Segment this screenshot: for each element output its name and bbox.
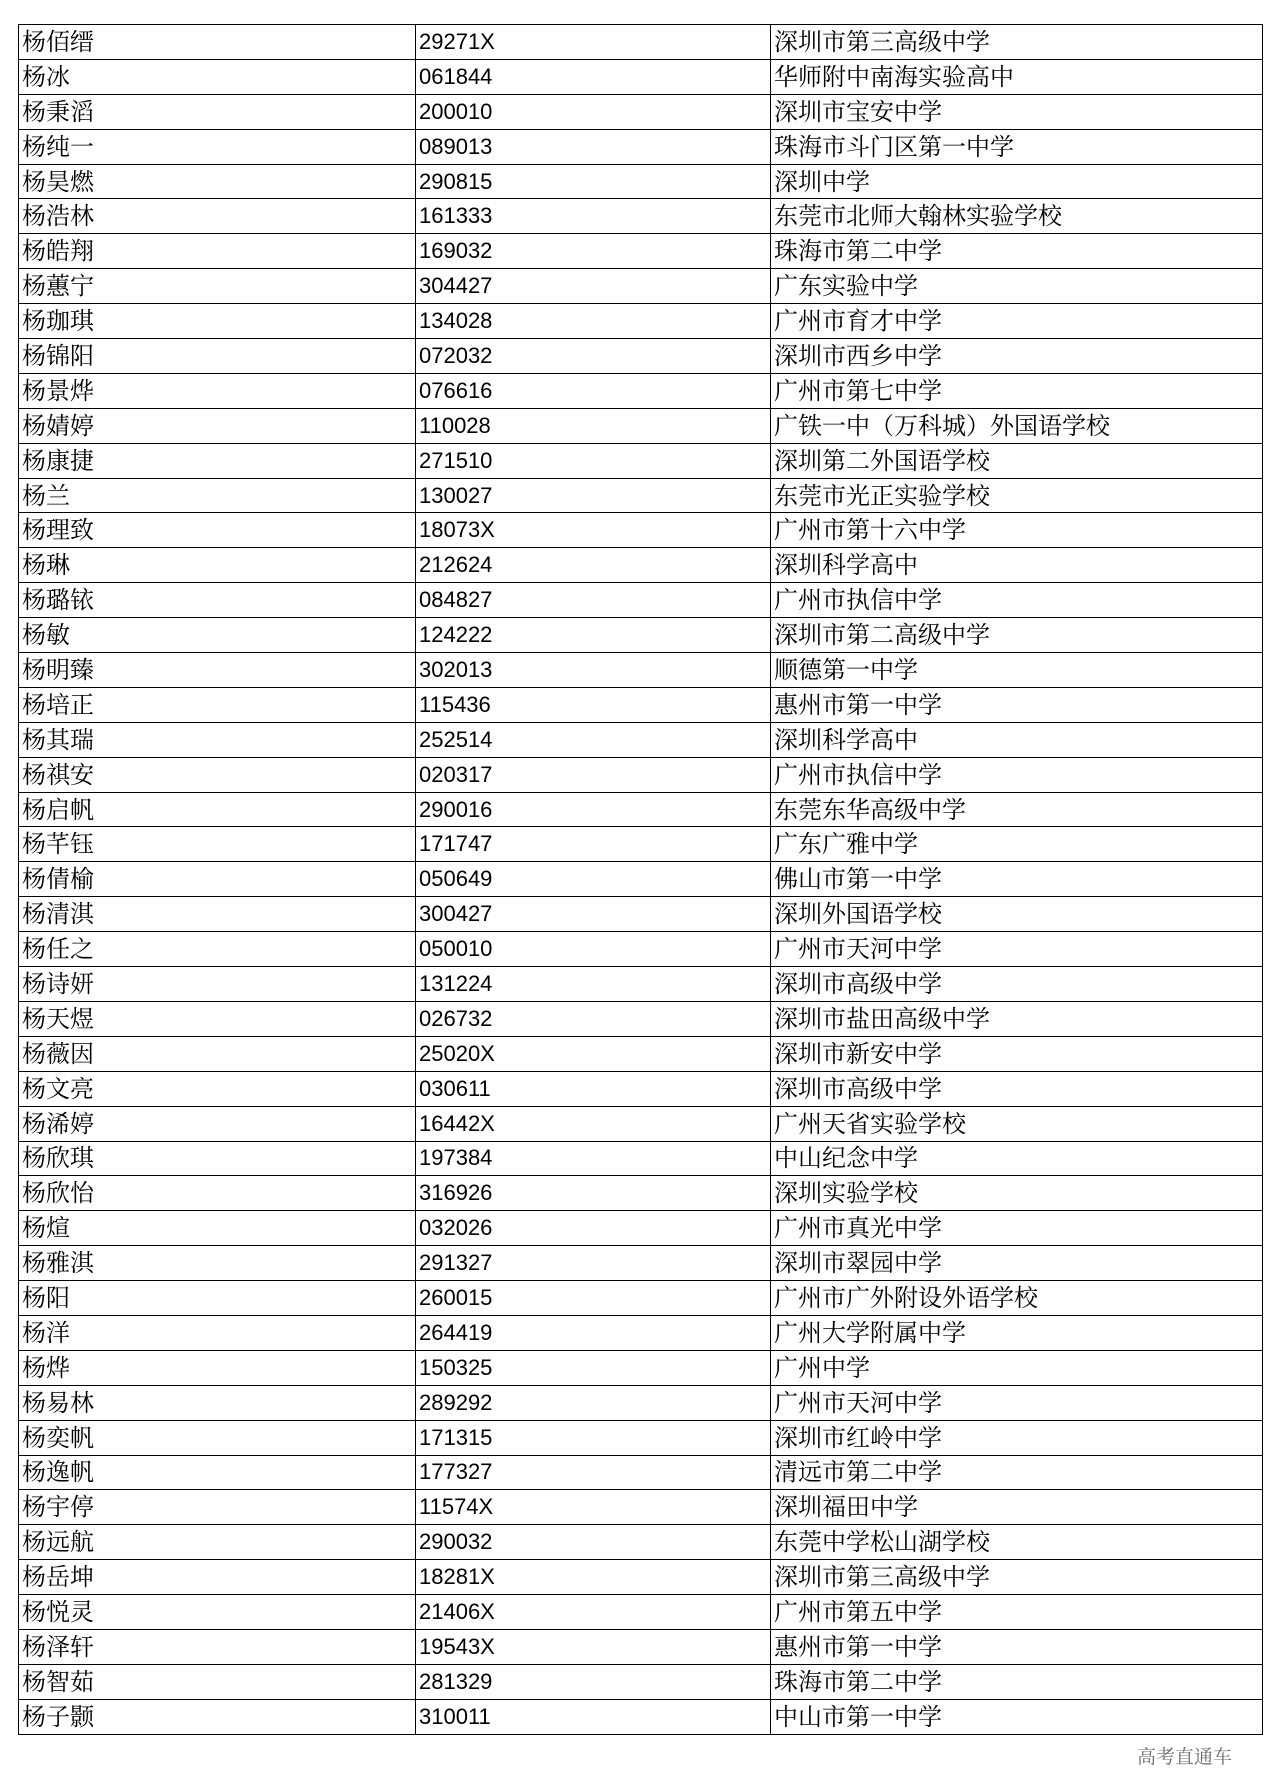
table-row (19, 59, 1263, 94)
table-row (19, 339, 1263, 374)
table-row (19, 164, 1263, 199)
id-cell: 289292 (416, 1385, 771, 1420)
table-row (19, 25, 1263, 60)
name-cell: 杨启帆 (19, 792, 416, 827)
name-cell: 杨其瑞 (19, 722, 416, 757)
school-cell: 深圳科学高中 (771, 722, 1263, 757)
name-cell: 杨任之 (19, 932, 416, 967)
school-cell: 广州市真光中学 (771, 1211, 1263, 1246)
id-cell: 030611 (416, 1071, 771, 1106)
name-cell: 杨清淇 (19, 897, 416, 932)
school-cell: 广州天省实验学校 (771, 1106, 1263, 1141)
table-row (19, 583, 1263, 618)
name-cell: 杨天煜 (19, 1001, 416, 1036)
id-cell: 115436 (416, 687, 771, 722)
table-row (19, 1001, 1263, 1036)
name-cell: 杨诗妍 (19, 967, 416, 1002)
table-row (19, 1141, 1263, 1176)
id-cell: 300427 (416, 897, 771, 932)
table-row (19, 827, 1263, 862)
name-cell: 杨雅淇 (19, 1246, 416, 1281)
school-cell: 深圳市新安中学 (771, 1036, 1263, 1071)
school-cell: 清远市第二中学 (771, 1455, 1263, 1490)
id-cell: 11574X (416, 1490, 771, 1525)
school-cell: 惠州市第一中学 (771, 1629, 1263, 1664)
school-cell: 广州市广外附设外语学校 (771, 1281, 1263, 1316)
name-cell: 杨佰缙 (19, 25, 416, 60)
table-row (19, 1525, 1263, 1560)
id-cell: 171315 (416, 1420, 771, 1455)
school-cell: 珠海市第二中学 (771, 1664, 1263, 1699)
school-cell: 广州市第五中学 (771, 1595, 1263, 1630)
table-row (19, 1211, 1263, 1246)
school-cell: 东莞市光正实验学校 (771, 478, 1263, 513)
table-row (19, 862, 1263, 897)
school-cell: 深圳福田中学 (771, 1490, 1263, 1525)
table-row (19, 967, 1263, 1002)
table-row (19, 653, 1263, 688)
school-cell: 佛山市第一中学 (771, 862, 1263, 897)
table-row (19, 443, 1263, 478)
table-row (19, 1385, 1263, 1420)
id-cell: 260015 (416, 1281, 771, 1316)
id-cell: 110028 (416, 408, 771, 443)
id-cell: 302013 (416, 653, 771, 688)
id-cell: 072032 (416, 339, 771, 374)
name-cell: 杨逸帆 (19, 1455, 416, 1490)
id-cell: 050649 (416, 862, 771, 897)
name-cell: 杨兰 (19, 478, 416, 513)
school-cell: 广州市执信中学 (771, 583, 1263, 618)
school-cell: 深圳市翠园中学 (771, 1246, 1263, 1281)
table-row (19, 513, 1263, 548)
table-row (19, 269, 1263, 304)
id-cell: 084827 (416, 583, 771, 618)
school-cell: 深圳市第二高级中学 (771, 618, 1263, 653)
id-cell: 290815 (416, 164, 771, 199)
school-cell: 惠州市第一中学 (771, 687, 1263, 722)
name-cell: 杨倩榆 (19, 862, 416, 897)
school-cell: 顺德第一中学 (771, 653, 1263, 688)
id-cell: 169032 (416, 234, 771, 269)
school-cell: 广州市天河中学 (771, 932, 1263, 967)
name-cell: 杨珈琪 (19, 304, 416, 339)
name-cell: 杨欣怡 (19, 1176, 416, 1211)
id-cell: 061844 (416, 59, 771, 94)
table-row (19, 1281, 1263, 1316)
id-cell: 171747 (416, 827, 771, 862)
table-row (19, 129, 1263, 164)
table-row (19, 1036, 1263, 1071)
id-cell: 264419 (416, 1315, 771, 1350)
name-cell: 杨宇停 (19, 1490, 416, 1525)
name-cell: 杨阳 (19, 1281, 416, 1316)
school-cell: 东莞市北师大翰林实验学校 (771, 199, 1263, 234)
name-cell: 杨景烨 (19, 373, 416, 408)
id-cell: 252514 (416, 722, 771, 757)
id-cell: 18281X (416, 1560, 771, 1595)
table-row (19, 1071, 1263, 1106)
id-cell: 18073X (416, 513, 771, 548)
table-row (19, 722, 1263, 757)
table-row (19, 478, 1263, 513)
name-cell: 杨浩林 (19, 199, 416, 234)
school-cell: 深圳市高级中学 (771, 967, 1263, 1002)
id-cell: 134028 (416, 304, 771, 339)
school-cell: 深圳外国语学校 (771, 897, 1263, 932)
school-cell: 广州中学 (771, 1350, 1263, 1385)
watermark: 高考直通车 (1136, 1746, 1232, 1768)
name-cell: 杨琳 (19, 548, 416, 583)
name-cell: 杨易林 (19, 1385, 416, 1420)
school-cell: 广东实验中学 (771, 269, 1263, 304)
name-cell: 杨洋 (19, 1315, 416, 1350)
name-cell: 杨康捷 (19, 443, 416, 478)
table-row (19, 932, 1263, 967)
table-row (19, 1699, 1263, 1734)
table-row (19, 618, 1263, 653)
table-row (19, 1315, 1263, 1350)
school-cell: 广州市执信中学 (771, 757, 1263, 792)
table-row (19, 792, 1263, 827)
school-cell: 深圳中学 (771, 164, 1263, 199)
school-cell: 广州市第七中学 (771, 373, 1263, 408)
table-row (19, 687, 1263, 722)
name-cell: 杨昊燃 (19, 164, 416, 199)
name-cell: 杨文亮 (19, 1071, 416, 1106)
table-row (19, 304, 1263, 339)
table-row (19, 1106, 1263, 1141)
table-row (19, 1350, 1263, 1385)
id-cell: 050010 (416, 932, 771, 967)
id-cell: 197384 (416, 1141, 771, 1176)
id-cell: 089013 (416, 129, 771, 164)
table-row (19, 1560, 1263, 1595)
school-cell: 广州市育才中学 (771, 304, 1263, 339)
school-cell: 深圳市宝安中学 (771, 94, 1263, 129)
name-cell: 杨锦阳 (19, 339, 416, 374)
school-cell: 深圳科学高中 (771, 548, 1263, 583)
id-cell: 25020X (416, 1036, 771, 1071)
id-cell: 161333 (416, 199, 771, 234)
id-cell: 026732 (416, 1001, 771, 1036)
school-cell: 珠海市斗门区第一中学 (771, 129, 1263, 164)
school-cell: 广铁一中（万科城）外国语学校 (771, 408, 1263, 443)
table-row (19, 757, 1263, 792)
table-row (19, 1420, 1263, 1455)
name-cell: 杨煊 (19, 1211, 416, 1246)
table-row (19, 1595, 1263, 1630)
table-row (19, 1176, 1263, 1211)
school-cell: 广州市第十六中学 (771, 513, 1263, 548)
roster-table (18, 24, 1263, 1735)
school-cell: 深圳市第三高级中学 (771, 25, 1263, 60)
id-cell: 304427 (416, 269, 771, 304)
school-cell: 广州大学附属中学 (771, 1315, 1263, 1350)
id-cell: 21406X (416, 1595, 771, 1630)
id-cell: 032026 (416, 1211, 771, 1246)
school-cell: 深圳市红岭中学 (771, 1420, 1263, 1455)
school-cell: 深圳市第三高级中学 (771, 1560, 1263, 1595)
name-cell: 杨欣琪 (19, 1141, 416, 1176)
id-cell: 131224 (416, 967, 771, 1002)
table-row (19, 199, 1263, 234)
school-cell: 中山纪念中学 (771, 1141, 1263, 1176)
name-cell: 杨薇因 (19, 1036, 416, 1071)
table-row (19, 897, 1263, 932)
id-cell: 290016 (416, 792, 771, 827)
school-cell: 深圳市西乡中学 (771, 339, 1263, 374)
name-cell: 杨蕙宁 (19, 269, 416, 304)
name-cell: 杨秉滔 (19, 94, 416, 129)
name-cell: 杨敏 (19, 618, 416, 653)
id-cell: 281329 (416, 1664, 771, 1699)
school-cell: 珠海市第二中学 (771, 234, 1263, 269)
id-cell: 177327 (416, 1455, 771, 1490)
id-cell: 271510 (416, 443, 771, 478)
school-cell: 广州市天河中学 (771, 1385, 1263, 1420)
school-cell: 深圳第二外国语学校 (771, 443, 1263, 478)
table-row (19, 1664, 1263, 1699)
id-cell: 310011 (416, 1699, 771, 1734)
id-cell: 150325 (416, 1350, 771, 1385)
id-cell: 076616 (416, 373, 771, 408)
name-cell: 杨远航 (19, 1525, 416, 1560)
id-cell: 16442X (416, 1106, 771, 1141)
school-cell: 广东广雅中学 (771, 827, 1263, 862)
school-cell: 华师附中南海实验高中 (771, 59, 1263, 94)
name-cell: 杨子颢 (19, 1699, 416, 1734)
school-cell: 深圳市盐田高级中学 (771, 1001, 1263, 1036)
name-cell: 杨悦灵 (19, 1595, 416, 1630)
name-cell: 杨培正 (19, 687, 416, 722)
roster-body (19, 25, 1263, 1735)
table-row (19, 548, 1263, 583)
school-cell: 深圳市高级中学 (771, 1071, 1263, 1106)
table-row (19, 1629, 1263, 1664)
school-cell: 东莞中学松山湖学校 (771, 1525, 1263, 1560)
name-cell: 杨婧婷 (19, 408, 416, 443)
name-cell: 杨芊钰 (19, 827, 416, 862)
table-row (19, 94, 1263, 129)
id-cell: 316926 (416, 1176, 771, 1211)
name-cell: 杨皓翔 (19, 234, 416, 269)
school-cell: 中山市第一中学 (771, 1699, 1263, 1734)
name-cell: 杨智茹 (19, 1664, 416, 1699)
id-cell: 291327 (416, 1246, 771, 1281)
id-cell: 212624 (416, 548, 771, 583)
id-cell: 200010 (416, 94, 771, 129)
school-cell: 东莞东华高级中学 (771, 792, 1263, 827)
id-cell: 130027 (416, 478, 771, 513)
name-cell: 杨纯一 (19, 129, 416, 164)
table-row (19, 234, 1263, 269)
table-row (19, 1490, 1263, 1525)
name-cell: 杨浠婷 (19, 1106, 416, 1141)
name-cell: 杨璐铱 (19, 583, 416, 618)
table-row (19, 408, 1263, 443)
id-cell: 020317 (416, 757, 771, 792)
id-cell: 290032 (416, 1525, 771, 1560)
name-cell: 杨冰 (19, 59, 416, 94)
id-cell: 19543X (416, 1629, 771, 1664)
id-cell: 29271X (416, 25, 771, 60)
table-row (19, 1455, 1263, 1490)
name-cell: 杨岳坤 (19, 1560, 416, 1595)
name-cell: 杨奕帆 (19, 1420, 416, 1455)
name-cell: 杨理致 (19, 513, 416, 548)
table-row (19, 1246, 1263, 1281)
name-cell: 杨泽轩 (19, 1629, 416, 1664)
table-row (19, 373, 1263, 408)
name-cell: 杨烨 (19, 1350, 416, 1385)
id-cell: 124222 (416, 618, 771, 653)
school-cell: 深圳实验学校 (771, 1176, 1263, 1211)
name-cell: 杨祺安 (19, 757, 416, 792)
name-cell: 杨明臻 (19, 653, 416, 688)
